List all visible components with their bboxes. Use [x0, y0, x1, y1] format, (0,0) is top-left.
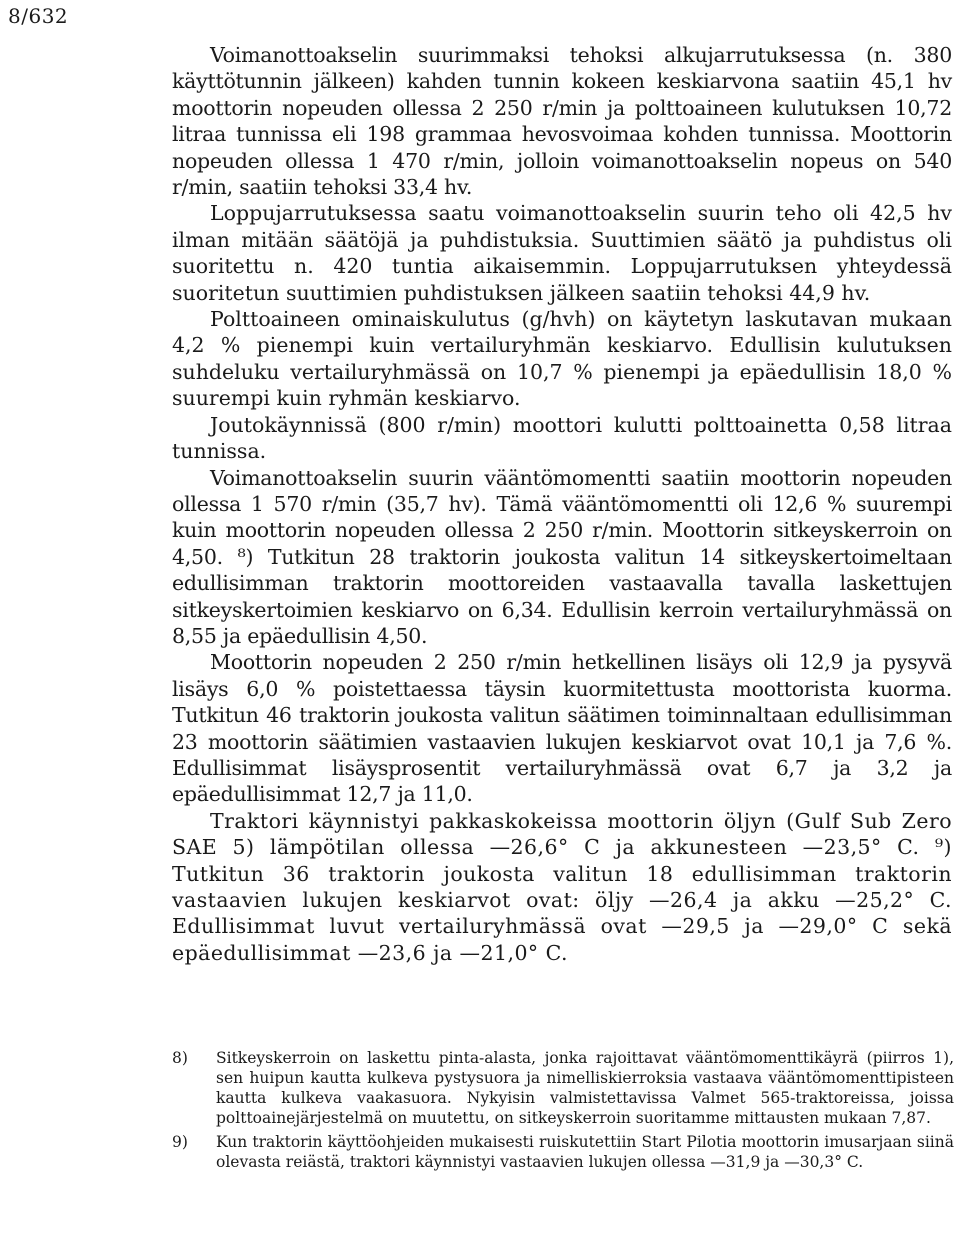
paragraph-pto-max-power: Voimanottoakselin suurimmaksi tehoksi alkujarrutuksessa (n. 380 käyttötunnin jälkeen) kahden tunnin kokeen keskiarvona saatiin 45,1 hv moottorin nopeuden ollessa 2 250 r/min ja polttoaineen kulutuksen 10,72 litraa tunnissa eli 198 grammaa hevosvoimaa kohden tunnissa. Moottorin nopeuden ollessa 1 470 r/min, jolloin voimanottoakselin nopeus on 540 r/min, saatiin tehoksi 33,4 hv.: [172, 43, 952, 200]
footnote-8: [172, 1048, 954, 1128]
paragraph-final-braking: Loppujarrutuksessa saatu voimanottoakselin suurin teho oli 42,5 hv ilman mitään säätöjä ja puhdistuksia. Suuttimien säätö ja puhdistus oli suoritettu n. 420 tuntia aikaisemmin. Loppujarrutuksen yhteydessä suoritetun suuttimien puhdistuksen jälkeen saatiin tehoksi 44,9 hv.: [172, 201, 952, 305]
paragraph-cold-start: Traktori käynnistyi pakkaskokeissa moottorin öljyn (Gulf Sub Zero SAE 5) lämpötilan ollessa —26,6° C ja akkunesteen —23,5° C. ⁹) Tutkitun 36 traktorin joukosta valitun 18 edullisimman traktorin vastaavien lukujen keskiarvot ovat: öljy —26,4 ja akku —25,2° C. Edullisimmat luvut vertailuryhmässä ovat —29,5 ja —29,0° C sekä epäedullisimmat —23,6 ja —21,0° C.: [172, 808, 952, 965]
paragraph-torque: Voimanottoakselin suurin vääntömomentti saatiin moottorin nopeuden ollessa 1 570 r/min (35,7 hv). Tämä vääntömomentti oli 12,6 % suurempi kuin moottorin nopeuden ollessa 2 250 r/min. Moottorin sitkeyskerroin on 4,50. ⁸) Tutkitun 28 traktorin joukosta valitun 14 sitkeyskertoimeltaan edullisimman traktorin moottoreiden vastaavalla tavalla laskettujen sitkeyskertoimien keskiarvo on 6,34. Edullisin kerroin vertailuryhmässä on 8,55 ja epäedullisin 4,50.: [172, 465, 952, 648]
paragraph-governor: Moottorin nopeuden 2 250 r/min hetkellinen lisäys oli 12,9 ja pysyvä lisäys 6,0 % poistettaessa täysin kuormitettusta moottorista kuorma. Tutkitun 46 traktorin joukosta valitun säätimen toiminnaltaan edullisimman 23 moottorin säätimien vastaavien lukujen keskiarvot ovat 10,1 ja 7,6 %. Edullisimmat lisäysprosentit vertailuryhmässä ovat 6,7 ja 3,2 ja epäedullisimmat 12,7 ja 11,0.: [172, 650, 952, 807]
footnotes: [172, 1048, 954, 1176]
report-body: [172, 42, 952, 966]
paragraph-idle-consumption: Joutokäynnissä (800 r/min) moottori kulutti polttoainetta 0,58 litraa tunnissa.: [172, 412, 952, 464]
page-number: 8/632: [8, 4, 69, 28]
paragraph-fuel-consumption: Polttoaineen ominaiskulutus (g/hvh) on käytetyn laskutavan mukaan 4,2 % pienempi kuin vertailuryhmän keskiarvo. Edullisin kulutuksen suhdeluku vertailuryhmässä on 10,7 % pienempi ja epäedullisin 18,0 % suurempi kuin ryhmän keskiarvo.: [172, 307, 952, 411]
footnote-mark-9: 9): [172, 1133, 188, 1151]
footnote-mark-8: 8): [172, 1049, 188, 1067]
footnote-text-9: Kun traktorin käyttöohjeiden mukaisesti ruiskutettiin Start Pilotia moottorin imusarjaan siinä olevasta reiästä, traktori käynnistyi vastaavien lukujen ollessa —31,9 ja —30,3° C.: [216, 1133, 954, 1171]
footnote-9: [172, 1132, 954, 1172]
footnote-text-8: Sitkeyskerroin on laskettu pinta-alasta, jonka rajoittavat vääntömomenttikäyrä (piirros 1), sen huipun kautta kulkeva pystysuora ja nimelliskierroksia vastaava vääntömomenttipisteen kautta kulkeva vaakasuora. Nykyisin valmistettavissa Valmet 565-traktoreissa, joissa polttoainejärjestelmä on muutettu, on sitkeyskerroin suoritamme mittausten mukaan 7,87.: [216, 1049, 954, 1127]
